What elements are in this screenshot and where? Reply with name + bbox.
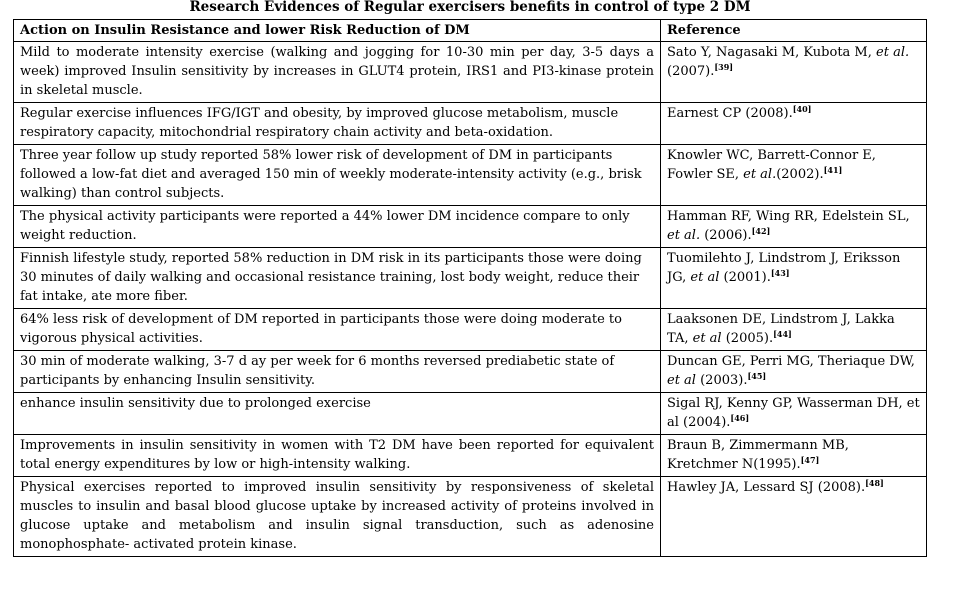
citation-number: [46] (730, 413, 750, 423)
table-title: Research Evidences of Regular exercisers benefits in control of type 2 DM (189, 0, 751, 15)
reference-cell (661, 248, 927, 309)
action-cell: 64% less risk of development of DM reported in participants those were doing moderate to vigorous physical activities. (14, 309, 661, 351)
table-row (14, 477, 927, 557)
action-cell: enhance insulin sensitivity due to prolonged exercise (14, 393, 661, 435)
citation-number: [41] (823, 165, 843, 175)
reference-authors: Knowler WC, Barrett-Connor E, Fowler SE, (667, 148, 876, 182)
reference-cell (661, 393, 927, 435)
reference-authors: Sato Y, Nagasaki M, Kubota M, (667, 45, 877, 60)
action-cell: Regular exercise influences IFG/IGT and obesity, by improved glucose metabolism, muscle respiratory capacity, mitochondrial respiratory chain activity and beta-oxidation. (14, 103, 661, 145)
evidence-table (13, 19, 927, 557)
citation-number: [45] (747, 371, 767, 381)
table-row (14, 42, 927, 103)
reference-cell (661, 309, 927, 351)
action-cell: Finnish lifestyle study, reported 58% reduction in DM risk in its participants those were doing 30 minutes of daily walking and occasional resistance training, lost body weight, reduce their fat intake, ate more fiber. (14, 248, 661, 309)
reference-authors: Hawley JA, Lessard SJ (2008). (667, 480, 866, 495)
reference-cell (661, 351, 927, 393)
reference-etal: et al (690, 270, 720, 285)
reference-authors: Tuomilehto J, Lindstrom J, Eriksson JG, (667, 251, 901, 285)
action-cell: 30 min of moderate walking, 3-7 d ay per week for 6 months reversed prediabetic state of participants by enhancing Insulin sensitivity. (14, 351, 661, 393)
reference-authors: Sigal RJ, Kenny GP, Wasserman DH, et al (2004). (667, 396, 920, 430)
reference-year: (2006). (700, 228, 752, 243)
table-row (14, 248, 927, 309)
action-cell: Mild to moderate intensity exercise (walking and jogging for 10-30 min per day, 3-5 days a week) improved Insulin sensitivity by increases in GLUT4 protein, IRS1 and PI3-kinase protein in skeletal muscle. (14, 42, 661, 103)
table-row (14, 206, 927, 248)
table-row (14, 103, 927, 145)
reference-etal: et al. (743, 167, 777, 182)
reference-cell (661, 103, 927, 145)
citation-number: [42] (751, 226, 771, 236)
reference-etal: et al. (667, 228, 701, 243)
reference-year: (2005). (721, 331, 774, 346)
table-row (14, 309, 927, 351)
reference-year: (2003). (695, 373, 748, 388)
citation-number: [43] (770, 268, 790, 278)
column-header-action: Action on Insulin Resistance and lower Risk Reduction of DM (14, 20, 661, 42)
reference-authors: Earnest CP (2008). (667, 106, 793, 121)
table-header-row (14, 20, 927, 42)
action-cell: Improvements in insulin sensitivity in women with T2 DM have been reported for equivalent total energy expenditures by low or high-intensity walking. (14, 435, 661, 477)
citation-number: [47] (800, 455, 820, 465)
reference-cell (661, 435, 927, 477)
reference-authors: Braun B, Zimmermann MB, Kretchmer N(1995). (667, 438, 849, 472)
reference-cell (661, 477, 927, 557)
reference-cell (661, 206, 927, 248)
citation-number: [48] (865, 478, 884, 488)
table-row (14, 145, 927, 206)
reference-etal: et al. (876, 45, 910, 60)
citation-number: [44] (773, 329, 792, 339)
action-cell: Physical exercises reported to improved insulin sensitivity by responsiveness of skeletal muscles to insulin and basal blood glucose uptake by increased activity of proteins involved in glucose uptake and metabolism and insulin signal transduction, such as adenosine monophosphate- activated protein kinase. (14, 477, 661, 557)
action-cell: Three year follow up study reported 58% lower risk of development of DM in participants followed a low-fat diet and averaged 150 min of weekly moderate-intensity activity (e.g., brisk walking) than control subjects. (14, 145, 661, 206)
reference-cell (661, 42, 927, 103)
citation-number: [39] (714, 62, 734, 72)
table-row (14, 393, 927, 435)
citation-number: [40] (792, 104, 812, 114)
reference-cell (661, 145, 927, 206)
reference-authors: Hamman RF, Wing RR, Edelstein SL, (667, 209, 910, 224)
table-row (14, 435, 927, 477)
reference-year: (2001). (719, 270, 771, 285)
reference-etal: et al (667, 373, 696, 388)
reference-authors: Laaksonen DE, Lindstrom J, Lakka TA, (667, 312, 895, 346)
column-header-reference: Reference (661, 20, 927, 42)
reference-year: (2002). (776, 167, 824, 182)
reference-authors: Duncan GE, Perri MG, Theriaque DW, (667, 354, 915, 369)
reference-year: (2007). (667, 64, 715, 79)
table-row (14, 351, 927, 393)
reference-etal: et al (692, 331, 722, 346)
action-cell: The physical activity participants were reported a 44% lower DM incidence compare to only weight reduction. (14, 206, 661, 248)
